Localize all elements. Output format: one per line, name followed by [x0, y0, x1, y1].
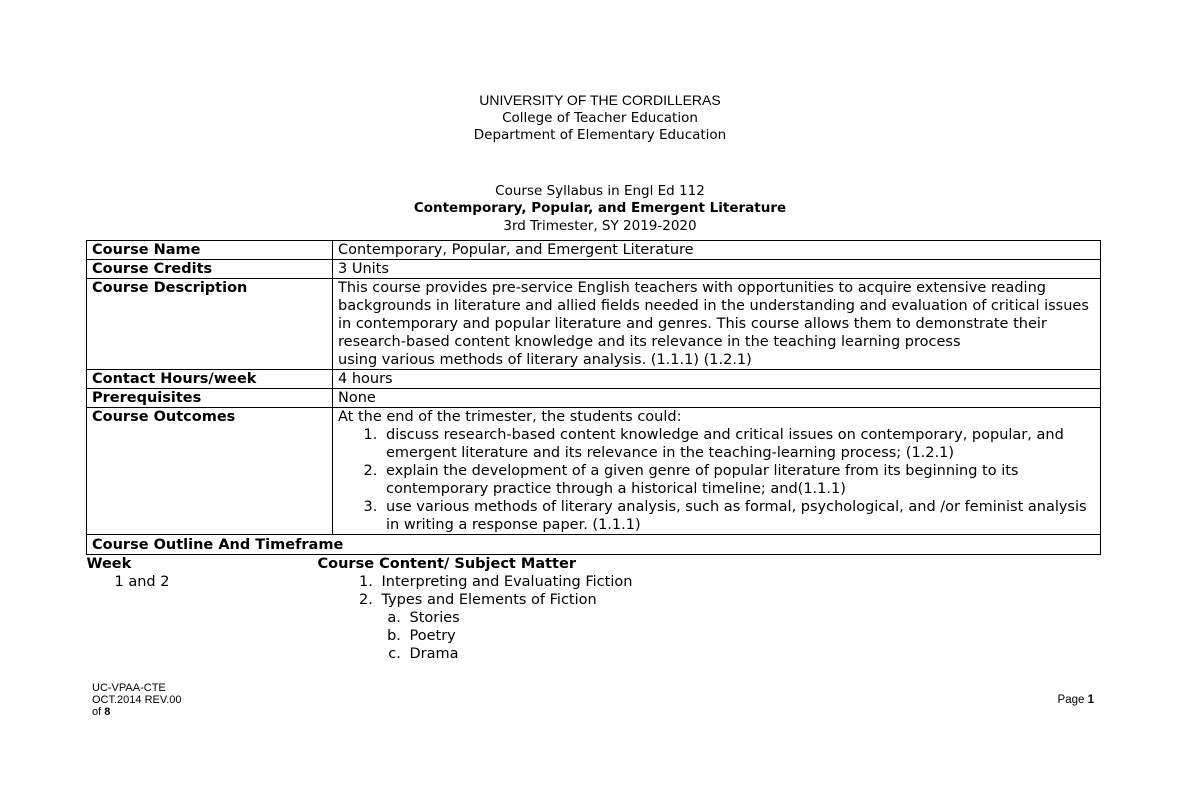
table-row	[87, 535, 1101, 555]
table-row	[87, 408, 1101, 535]
list-item: c. Drama	[406, 645, 1101, 663]
row-label: Contact Hours/week	[87, 370, 333, 389]
page-indicator	[1058, 694, 1094, 706]
table-row	[87, 260, 1101, 279]
list-item: a. Stories	[406, 609, 1101, 627]
row-label: Course Description	[87, 279, 333, 370]
list-item: 1. discuss research-based content knowledge and critical issues on contemporary, popular, and emergent literature and its relevance in the teaching-learning process; (1.2.1)	[382, 426, 1100, 462]
row-value: None	[333, 389, 1101, 408]
course-info-table	[86, 240, 1101, 663]
page-total	[92, 706, 181, 718]
row-label: Prerequisites	[87, 389, 333, 408]
row-label: Course Credits	[87, 260, 333, 279]
outline-header-row	[87, 555, 1101, 573]
row-value: 3 Units	[333, 260, 1101, 279]
form-code: UC-VPAA-CTE	[92, 682, 166, 694]
college-name: College of Teacher Education	[502, 109, 698, 126]
term-label: 3rd Trimester, SY 2019-2020	[503, 217, 697, 234]
course-description	[333, 279, 1101, 370]
document-footer	[92, 682, 181, 718]
description-text: This course provides pre-service English teachers with opportunities to acquire extensive reading backgrounds in literature and allied fields needed in the understanding and evaluation of critical issues in contemporary and popular literature and genres. This course allows them to demonstrate their research-based content knowledge and its relevance in the teaching learning process	[338, 280, 1089, 350]
row-value: 4 hours	[333, 370, 1101, 389]
content-cell	[318, 573, 1101, 663]
list-item: 1. Interpreting and Evaluating Fiction	[378, 573, 1101, 591]
content-column-header: Course Content/ Subject Matter	[317, 556, 576, 572]
list-item: 3. use various methods of literary analysis, such as formal, psychological, and /or feminist analysis in writing a response paper. (1.1.1)	[382, 498, 1100, 534]
page-number: 1	[1087, 694, 1094, 706]
total-pages: 8	[104, 706, 111, 718]
department-name: Department of Elementary Education	[473, 127, 727, 143]
document-header	[0, 92, 1200, 235]
page-label: Page	[1057, 694, 1085, 706]
of-label: of	[92, 706, 102, 718]
list-item: b. Poetry	[406, 627, 1101, 645]
syllabus-label: Course Syllabus in Engl Ed 112	[495, 182, 705, 199]
description-text-continued: using various methods of literary analysis. (1.1.1) (1.2.1)	[338, 352, 752, 368]
table-row	[87, 573, 1101, 663]
course-outcomes	[333, 408, 1101, 535]
table-row	[87, 389, 1101, 408]
week-cell: 1 and 2	[114, 574, 170, 590]
outcomes-intro: At the end of the trimester, the students could:	[338, 409, 682, 425]
outline-section-title: Course Outline And Timeframe	[87, 535, 1101, 555]
outcomes-list	[338, 426, 1100, 534]
list-item	[378, 591, 1101, 663]
university-name: UNIVERSITY OF THE CORDILLERAS	[479, 92, 721, 108]
list-item-text: Types and Elements of Fiction	[381, 592, 597, 608]
list-item: 2. explain the development of a given genre of popular literature from its beginning to its contemporary practice through a historical timeline; and(1.1.1)	[382, 462, 1100, 498]
outline-table	[87, 555, 1101, 663]
table-row	[87, 241, 1101, 260]
table-row	[87, 370, 1101, 389]
topics-list	[318, 573, 1101, 663]
week-column-header: Week	[86, 556, 132, 572]
revision-label: OCT.2014 REV.00	[92, 694, 182, 706]
table-row	[87, 279, 1101, 370]
row-value: Contemporary, Popular, and Emergent Literature	[333, 241, 1101, 260]
row-label: Course Outcomes	[87, 408, 333, 535]
subtopics-list	[382, 609, 1101, 663]
outline-subtable-row	[87, 555, 1101, 664]
course-title: Contemporary, Popular, and Emergent Literature	[413, 200, 787, 216]
row-label: Course Name	[87, 241, 333, 260]
